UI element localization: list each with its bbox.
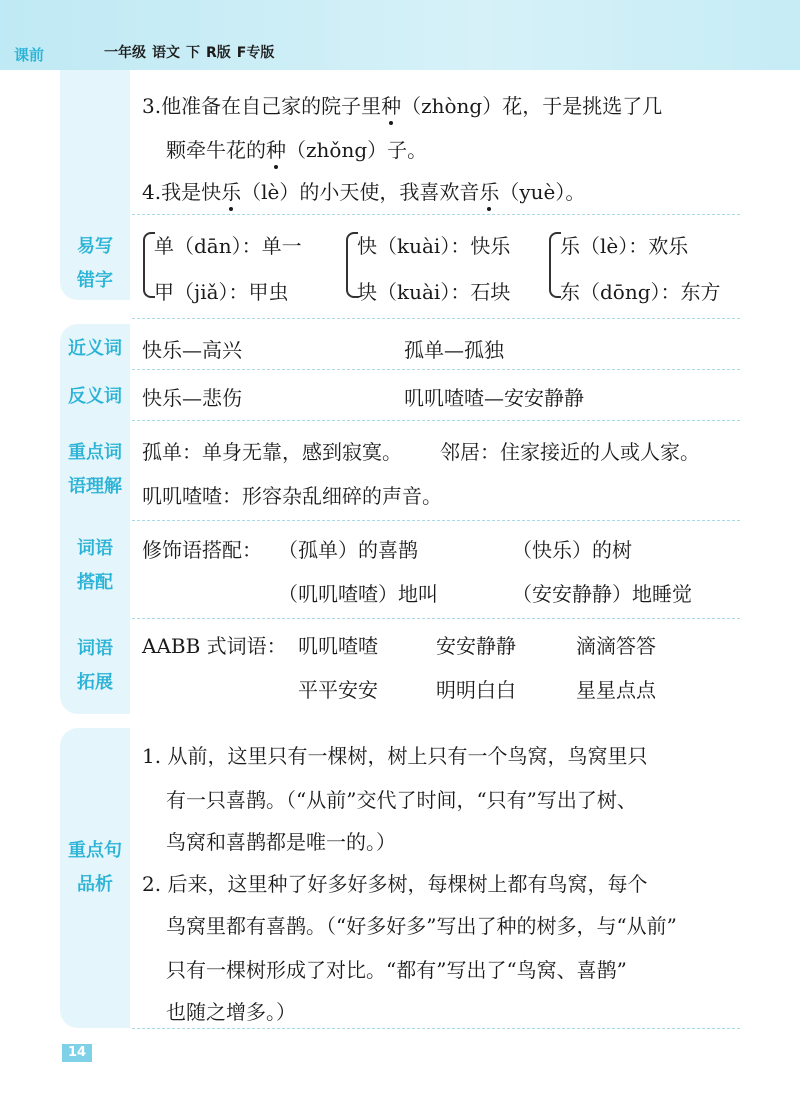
easy-wrong-1a: 单（dān）：单一 (154, 234, 302, 258)
sentence-1-line2: 有一只喜鹊。（“从前”交代了时间，“只有”写出了树、 (166, 788, 637, 812)
pinyin: （zhǒng） (286, 138, 388, 162)
collocation-4: （安安静静）地睡觉 (512, 582, 692, 606)
pinyin: （zhòng） (401, 94, 503, 118)
key-word-3: 叽叽喳喳：形容杂乱细碎的声音。 (142, 484, 442, 508)
divider (132, 369, 740, 370)
label-line: 拓展 (77, 672, 113, 693)
divider (132, 520, 740, 521)
text-part: 的小天使，我喜欢音 (299, 180, 480, 204)
divider (132, 1028, 740, 1029)
collocation-prefix: 修饰语搭配： (142, 538, 262, 562)
divider (132, 318, 740, 319)
collocation-2: （快乐）的树 (512, 538, 632, 562)
special-edition: F专版 (236, 45, 275, 61)
dotted-char: 乐 (479, 176, 499, 205)
label-line: 品析 (77, 874, 113, 895)
sentence-2-line1: 2. 后来，这里种了好多好多树，每棵树上都有鸟窝，每个 (142, 872, 648, 896)
sentence-2-line3: 只有一棵树形成了对比。“都有”写出了“鸟窝、喜鹊” (166, 958, 627, 982)
item-3-line2 (166, 134, 427, 163)
text-part: 我是快 (161, 180, 222, 204)
label-collocation (60, 532, 130, 600)
collocation-3: （叽叽喳喳）地叫 (278, 582, 438, 606)
dotted-char: 种 (266, 134, 286, 163)
antonym-2: 叽叽喳喳—安安静静 (404, 386, 584, 410)
easy-wrong-2b: 块（kuài）：石块 (357, 280, 511, 304)
synonym-1: 快乐—高兴 (142, 338, 242, 362)
expansion-prefix: AABB 式词语： (142, 634, 287, 658)
grade: 一年级 (104, 45, 146, 61)
label-line: 搭配 (77, 572, 113, 593)
divider (132, 618, 740, 619)
book-title (104, 42, 280, 62)
text-part: 花，于是挑选了几 (502, 94, 663, 118)
label-synonym: 近义词 (68, 338, 122, 359)
divider (132, 420, 740, 421)
pinyin: （yuè） (499, 180, 566, 204)
label-line: 语理解 (68, 476, 122, 497)
expansion-word-3: 滴滴答答 (576, 634, 656, 658)
label-expansion (60, 632, 130, 700)
label-line: 易写 (77, 236, 113, 257)
expansion-word-2: 安安静静 (436, 634, 516, 658)
text-part: 子。 (387, 138, 428, 162)
label-line: 重点句 (68, 840, 122, 861)
easy-wrong-3b: 东（dōng）：东方 (560, 280, 721, 304)
sentence-2-line4: 也随之增多。） (166, 1000, 296, 1024)
key-word-1: 孤单：单身无靠，感到寂寞。 (142, 440, 402, 464)
label-line: 重点词 (68, 442, 122, 463)
subject: 语文 (152, 45, 180, 61)
text-part: 。 (565, 180, 586, 204)
item-number: 4. (142, 180, 162, 204)
label-easy-wrong (60, 230, 130, 298)
collocation-1: （孤单）的喜鹊 (278, 538, 418, 562)
item-number: 3. (142, 94, 162, 118)
edition: R版 (206, 45, 231, 61)
dotted-char: 种 (381, 90, 401, 119)
synonym-2: 孤单—孤独 (404, 338, 504, 362)
sentence-1-line1: 1. 从前，这里只有一棵树，树上只有一个鸟窝，鸟窝里只 (142, 744, 648, 768)
easy-wrong-1b: 甲（jiǎ）：甲虫 (154, 280, 289, 304)
pinyin: （lè） (241, 180, 300, 204)
label-line: 词语 (77, 638, 113, 659)
sentence-1-line3: 鸟窝和喜鹊都是唯一的。） (166, 830, 396, 854)
antonym-1: 快乐—悲伤 (142, 386, 242, 410)
expansion-word-4: 平平安安 (298, 678, 378, 702)
dotted-char: 乐 (221, 176, 241, 205)
label-line: 错字 (77, 270, 113, 291)
page-number: 14 (62, 1044, 92, 1062)
easy-wrong-3a: 乐（lè）：欢乐 (560, 234, 689, 258)
text-part: 颗牵牛花的 (166, 138, 266, 162)
label-key-words (60, 436, 130, 504)
expansion-word-1: 叽叽喳喳 (298, 634, 378, 658)
text-part: 他准备在自己家的院子里 (161, 94, 382, 118)
label-antonym: 反义词 (68, 386, 122, 407)
brand-logo: 课前 (14, 46, 45, 64)
page-header (0, 0, 800, 70)
expansion-word-6: 星星点点 (576, 678, 656, 702)
volume: 下 (186, 45, 200, 61)
key-word-2: 邻居：住家接近的人或人家。 (440, 440, 700, 464)
divider (132, 214, 740, 215)
expansion-word-5: 明明白白 (436, 678, 516, 702)
easy-wrong-2a: 快（kuài）：快乐 (357, 234, 511, 258)
item-4 (142, 176, 585, 205)
label-key-sentences (60, 834, 130, 902)
item-3-line1 (142, 90, 662, 119)
sentence-2-line2: 鸟窝里都有喜鹊。（“好多好多”写出了种的树多，与“从前” (166, 914, 677, 938)
label-line: 词语 (77, 538, 113, 559)
